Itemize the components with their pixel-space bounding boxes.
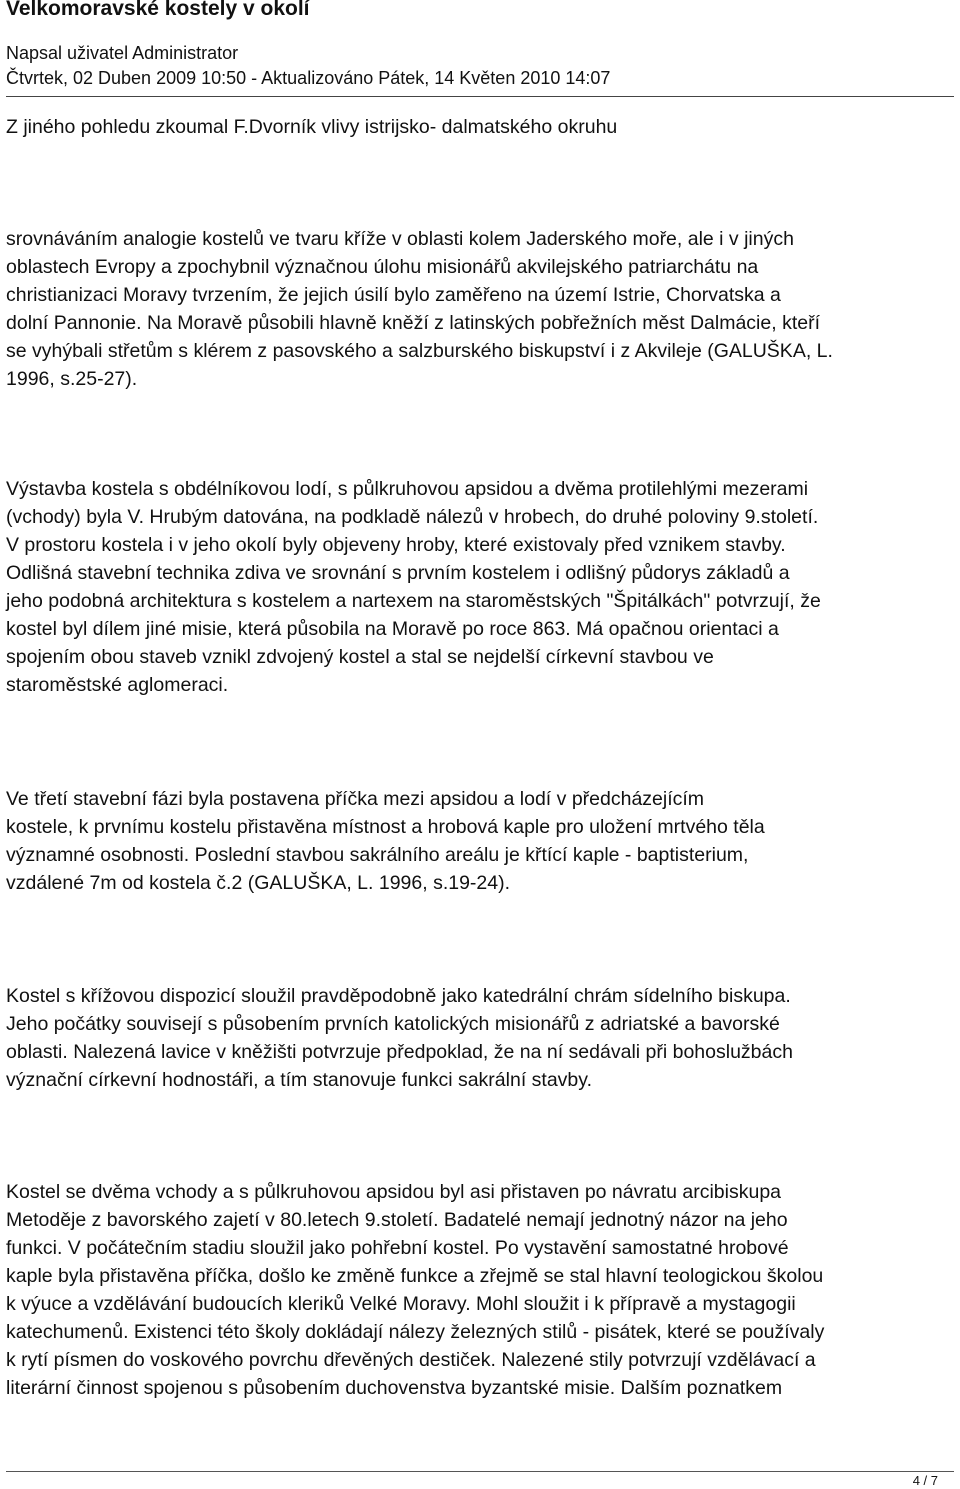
text-line: staroměstské aglomeraci.: [6, 674, 229, 696]
text-line: Z jiného pohledu zkoumal F.Dvorník vlivy istrijsko- dalmatského okruhu: [6, 116, 618, 138]
text-line: kostel byl dílem jiné misie, která působila na Moravě po roce 863. Má opačnou orientaci a: [6, 618, 779, 640]
text-line: vzdálené 7m od kostela č.2 (GALUŠKA, L. 1996, s.19-24).: [6, 872, 511, 894]
text-line: (vchody) byla V. Hrubým datována, na podkladě nálezů v hrobech, do druhé poloviny 9.století.: [6, 506, 819, 528]
article-paragraph-5: [6, 1178, 956, 1402]
header-divider: [6, 96, 954, 97]
article-paragraph-3: [6, 785, 956, 897]
text-line: významné osobnosti. Poslední stavbou sakrálního areálu je křtící kaple - baptisterium,: [6, 844, 749, 866]
text-line: kostele, k prvnímu kostelu přistavěna místnost a hrobová kaple pro uložení mrtvého těla: [6, 816, 765, 838]
text-line: oblasti. Nalezená lavice v kněžišti potvrzuje předpoklad, že na ní sedávali při bohoslužbách: [6, 1041, 793, 1063]
text-line: Jeho počátky souvisejí s působením prvních katolických misionářů z adriatské a bavorské: [6, 1013, 780, 1035]
text-line: funkci. V počátečním stadiu sloužil jako pohřební kostel. Po vystavění samostatné hrobové: [6, 1237, 789, 1259]
text-line: 1996, s.25-27).: [6, 368, 138, 390]
page-title: Velkomoravské kostely v okolí: [6, 0, 310, 20]
text-line: význační církevní hodnostáři, a tím stanovuje funkci sakrální stavby.: [6, 1069, 592, 1091]
page-number: 4 / 7: [912, 1473, 938, 1488]
text-line: Výstavba kostela s obdélníkovou lodí, s půlkruhovou apsidou a dvěma protilehlými mezerami: [6, 478, 809, 500]
article-paragraph-4: [6, 982, 956, 1094]
text-line: Odlišná stavební technika zdiva ve srovnání s prvním kostelem i odlišný půdorys základů a: [6, 562, 790, 584]
text-line: oblastech Evropy a zpochybnil význačnou úlohu misionářů akvilejského patriarchátu na: [6, 256, 759, 278]
article-paragraph-1: [6, 225, 956, 393]
footer-divider: [6, 1471, 954, 1472]
text-line: kaple byla přistavěna příčka, došlo ke změně funkce a zřejmě se stal hlavní teologickou školou: [6, 1265, 824, 1287]
text-line: Metoděje z bavorského zajetí v 80.letech 9.století. Badatelé nemají jednotný názor na jeho: [6, 1209, 788, 1231]
text-line: Kostel se dvěma vchody a s půlkruhovou apsidou byl asi přistaven po návratu arcibiskupa: [6, 1181, 782, 1203]
text-line: k rytí písmen do voskového povrchu dřevěných destiček. Nalezené stily potvrzují vzdělávací a: [6, 1349, 816, 1371]
text-line: Kostel s křížovou dispozicí sloužil pravděpodobně jako katedrální chrám sídelního biskupa.: [6, 985, 791, 1007]
date-line: Čtvrtek, 02 Duben 2009 10:50 - Aktualizováno Pátek, 14 Květen 2010 14:07: [6, 68, 611, 88]
text-line: jeho podobná architektura s kostelem a nartexem na staroměstských "Špitálkách" potvrzují, že: [6, 590, 821, 612]
article-paragraph-2: [6, 475, 956, 699]
text-line: srovnáváním analogie kostelů ve tvaru kříže v oblasti kolem Jaderského moře, ale i v jiných: [6, 228, 794, 250]
text-line: se vyhýbali střetům s klérem z pasovského a salzburského biskupství i z Akvileje (GALUŠKA, L.: [6, 340, 833, 362]
text-line: k výuce a vzdělávání budoucích kleriků Velké Moravy. Mohl sloužit i k přípravě a mystagogii: [6, 1293, 796, 1315]
text-line: katechumenů. Existenci této školy dokládají nálezy železných stilů - pisátek, které se používaly: [6, 1321, 825, 1343]
text-line: literární činnost spojenou s působením duchovenstva byzantské misie. Dalším poznatkem: [6, 1377, 783, 1399]
text-line: Ve třetí stavební fázi byla postavena příčka mezi apsidou a lodí v předcházejícím: [6, 788, 705, 810]
text-line: dolní Pannonie. Na Moravě působili hlavně kněží z latinských pobřežních měst Dalmácie, kteří: [6, 312, 820, 334]
text-line: V prostoru kostela i v jeho okolí byly objeveny hroby, které existovaly před vznikem stavby.: [6, 534, 786, 556]
author-line: Napsal uživatel Administrator: [6, 43, 239, 63]
text-line: spojením obou staveb vznikl zdvojený kostel a stal se nejdelší církevní stavbou ve: [6, 646, 714, 668]
text-line: christianizaci Moravy tvrzením, že jejich úsilí bylo zaměřeno na území Istrie, Chorvatska a: [6, 284, 781, 306]
article-intro: [6, 113, 956, 141]
